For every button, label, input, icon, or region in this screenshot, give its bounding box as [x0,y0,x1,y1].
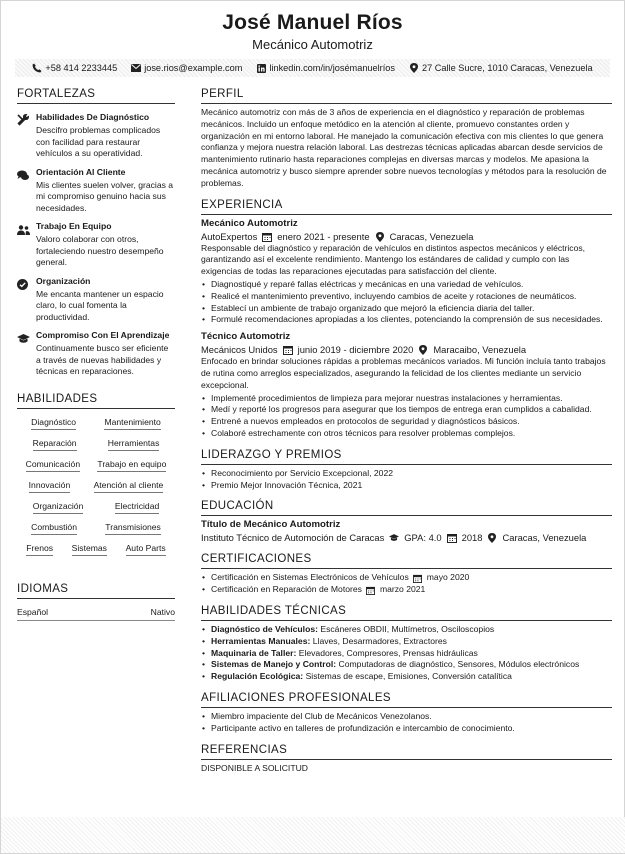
calendar-icon [283,345,293,355]
company-name: AutoExpertos [201,230,258,242]
tech-skill-category: Sistemas de Manejo y Control: [211,659,337,670]
strength-title: Orientación Al Cliente [36,166,126,177]
job-title: Mecánico Automotriz [252,37,373,52]
affiliations-list [201,711,612,735]
certification-date: mayo 2020 [426,572,470,583]
strength-item [17,330,175,378]
leadership-list [201,468,612,492]
education-meta [201,532,612,544]
location-pin-icon [487,533,497,543]
calendar-icon [447,533,457,543]
job-bullets [201,393,612,440]
tech-skill-item [201,648,612,660]
affiliation-item: • Miembro impaciente del Club de Mecánicos Venezolanos. [201,711,612,723]
skill-tag: Combustión [31,522,77,535]
skill-tag: Transmisiones [105,522,161,535]
check-circle-icon [17,276,29,324]
phone-text: +58 414 2233445 [45,63,118,73]
contact-bar [15,59,610,77]
job-bullet: • Diagnostiqué y reparé fallas eléctricas y mecánicas en una variedad de vehículos. [201,279,612,291]
certifications-heading: CERTIFICACIONES [201,552,612,569]
footer-pattern [1,817,625,853]
address-text: 27 Calle Sucre, 1010 Caracas, Venezuela [422,63,593,73]
job-dates: junio 2019 - diciembre 2020 [297,344,414,356]
tools-icon [17,112,29,160]
tech-skill-category: Herramientas Manuales: [211,635,311,646]
right-column [201,87,612,774]
job-bullets [201,279,612,326]
job-bullet: • Realicé el mantenimiento preventivo, incluyendo cambios de aceite y rotaciones de neumáticos. [201,291,612,303]
school-name: Instituto Técnico de Automoción de Caracas [201,532,385,544]
chat-icon [17,167,29,215]
job-entry [201,218,612,327]
location-pin-icon [418,345,428,355]
tech-skill-item [201,671,612,683]
degree-title: Título de Mecánico Automotriz [201,519,341,531]
language-name: Español [17,606,49,617]
certification-name: • Certificación en Reparación de Motores [211,584,362,595]
job-bullet: • Establecí un ambiente de trabajo organizado que mejoró la eficiencia diaria del taller. [201,303,612,315]
skill-tag: Comunicación [26,459,80,472]
skill-tag: Frenos [26,543,53,556]
tech-skills-list [201,624,612,683]
skill-tag: Mantenimiento [104,417,160,430]
phone-icon [32,63,42,73]
location-pin-icon [409,63,419,73]
calendar-icon [413,573,423,583]
experience-heading: EXPERIENCIA [201,198,612,215]
phone-contact[interactable] [32,63,117,73]
job-position: Mecánico Automotriz [201,217,298,229]
award-item: • Premio Mejor Innovación Técnica, 2021 [201,480,612,492]
skill-tag: Electricidad [115,501,159,514]
strength-title: Habilidades De Diagnóstico [36,112,150,122]
skill-tag: Atención al cliente [94,480,164,493]
email-text: jose.rios@example.com [144,63,243,73]
strength-desc: Valoro colaborar con otros, fortaleciendo nuestro desempeño general. [36,234,164,267]
skills-heading: HABILIDADES [17,392,175,409]
certifications-list [201,572,612,596]
tech-skill-category: Maquinaria de Taller: [211,647,297,658]
tech-skill-items: Computadoras de diagnóstico, Sensores, Módulos electrónicos [338,659,580,670]
job-dates: enero 2021 - presente [277,230,370,242]
email-contact[interactable] [131,63,242,73]
skill-tag: Reparación [33,438,77,451]
skill-tag: Auto Parts [126,543,166,556]
skill-tag: Diagnóstico [31,417,76,430]
language-row [17,607,175,621]
skill-tag: Sistemas [72,543,107,556]
tech-skill-item [201,636,612,648]
calendar-icon [366,585,376,595]
strength-item [17,221,175,269]
tech-skill-item [201,659,612,671]
strength-item [17,276,175,324]
calendar-icon [262,232,272,242]
job-meta [201,344,612,356]
tech-skill-items: Sistemas de escape, Emisiones, Conversión catalítica [305,671,512,682]
certification-item [201,572,612,584]
education-heading: EDUCACIÓN [201,499,612,516]
graduation-year: 2018 [461,532,483,544]
skill-tag: Herramientas [108,438,160,451]
skill-tag: Innovación [29,480,71,493]
strength-item [17,167,175,215]
tech-skill-items: Escáneres OBDII, Multímetros, Osciloscopios [320,623,495,634]
team-icon [17,221,29,269]
left-column [17,87,175,621]
strength-title: Organización [36,275,91,286]
skills-grid [17,417,175,556]
profile-summary: Mecánico automotriz con más de 3 años de experiencia en el diagnóstico y reparación de problemas mecánicos. Incluido un enfoque metódico en la atención al cliente, promuevo constantes orden y organización en mi entorno laboral. He manejado la comunicación efectiva con mis clientes lo que genera confianza y mejora nuestra relación laboral. Las destrezas técnicas aplicadas abarcan desde servicios de mantenimiento rutinario hasta reparaciones complejas en diversas marcas y modelos. Me apasiona la mecánica automotriz y busco siempre aprender sobre nuevos tecnologías y métodos para la resolución de problemas. [201,107,607,188]
header [1,1,624,53]
education-entry [201,519,612,544]
tech-skill-item [201,624,612,636]
tech-skill-category: Regulación Ecológica: [211,671,304,682]
tech-skill-category: Diagnóstico de Vehículos: [211,623,318,634]
job-location: Caracas, Venezuela [389,230,474,242]
job-summary: Responsable del diagnóstico y reparación de vehículos en distintos aspectos mecánicos y eléctricos, garantizando así el excelente rendimiento. Mantengo los estándares de calidad y cumplo con las exigencias de todas las reparaciones ejecutadas para satisfacción del cliente. [201,242,586,277]
certification-date: marzo 2021 [379,584,426,595]
strength-item [17,112,175,160]
job-bullet: • Formulé recomendaciones apropiadas a los clientes, potenciando la comprensión de sus necesidades. [201,314,612,326]
job-position: Técnico Automotriz [201,331,291,343]
job-bullet: • Medí y reporté los progresos para asegurar que los tiempos de entrega eran cumplidos a cabalidad. [201,404,612,416]
strength-desc: Descifro problemas complicados con facilidad para restaurar vehículos a su operatividad. [36,125,161,158]
job-bullet: • Entrené a nuevos empleados en protocolos de seguridad y diagnósticos básicos. [201,416,612,428]
strength-desc: Continuamente busco ser eficiente a través de nuevas habilidades y técnicas en reparaciones. [36,343,169,376]
tech-skill-items: Elevadores, Compresores, Prensas hidráulicas [298,647,478,658]
graduation-cap-icon [17,330,29,378]
language-level: Nativo [150,606,175,617]
person-name: José Manuel Ríos [222,11,403,34]
certification-item [201,584,612,596]
job-meta [201,231,612,243]
languages-heading: IDIOMAS [17,582,175,599]
certification-name: • Certificación en Sistemas Electrónicos de Vehículos [211,572,409,583]
leadership-heading: LIDERAZGO Y PREMIOS [201,448,612,465]
linkedin-contact[interactable] [256,63,395,73]
envelope-icon [131,63,141,73]
affiliations-heading: AFILIACIONES PROFESIONALES [201,691,612,708]
strength-desc: Me encanta mantener un espacio claro, lo cual fomenta la productividad. [36,288,164,322]
school-location: Caracas, Venezuela [502,532,587,544]
strength-desc: Mis clientes suelen volver, gracias a mi compromiso genuino hacia sus necesidades. [36,179,174,213]
skill-tag: Trabajo en equipo [97,459,166,472]
job-location: Maracaibo, Venezuela [433,344,527,356]
company-name: Mecánicos Unidos [201,344,278,356]
references-text: DISPONIBLE A SOLICITUD [201,762,308,773]
graduation-cap-icon [389,533,399,543]
location-pin-icon [375,232,385,242]
strength-title: Compromiso Con El Aprendizaje [36,330,170,340]
linkedin-icon [256,63,266,73]
job-summary: Enfocado en brindar soluciones rápidas a problemas mecánicos variados. Mi función incluía tanto trabajos de rutina como arreglos especializados, asegurando la felicidad de los clientes mediante un servicio excepcional. [201,356,606,390]
gpa: GPA: 4.0 [404,532,442,544]
linkedin-text: linkedin.com/in/josémanuelríos [269,63,395,73]
job-bullet: • Colaboré estrechamente con otros técnicos para resolver problemas complejos. [201,428,612,440]
job-bullet: • Implementé procedimientos de limpieza para mejorar nuestras instalaciones y herramientas. [201,393,612,405]
references-heading: REFERENCIAS [201,743,612,760]
strengths-heading: FORTALEZAS [17,87,175,104]
tech-skills-heading: HABILIDADES TÉCNICAS [201,604,612,621]
job-entry [201,331,612,440]
tech-skill-items: Llaves, Desarmadores, Extractores [312,635,447,646]
strength-title: Trabajo En Equipo [36,221,112,231]
address-contact [409,63,593,73]
profile-heading: PERFIL [201,87,612,104]
award-item: • Reconocimiento por Servicio Excepcional, 2022 [201,468,612,480]
skill-tag: Organización [33,501,84,514]
affiliation-item: • Participante activo en talleres de profundización e intercambio de conocimiento. [201,723,612,735]
